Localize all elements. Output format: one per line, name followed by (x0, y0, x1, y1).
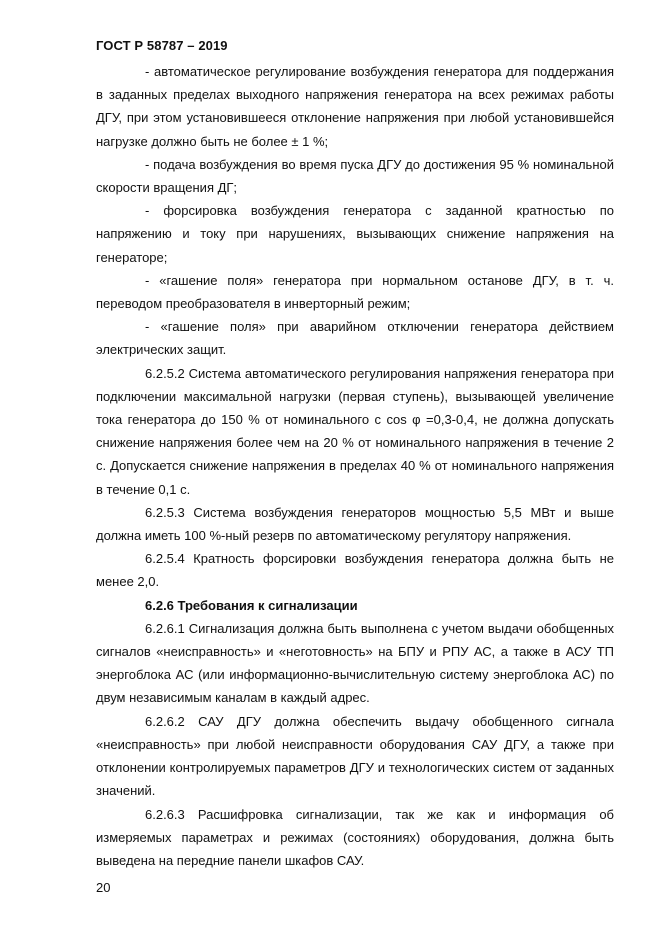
clause-6-2-6-1: 6.2.6.1 Сигнализация должна быть выполнена с учетом выдачи обобщенных сигналов «неисправность» и «неготовность» на БПУ и РПУ АС, а также в АСУ ТП энергоблока АС (или информационно-вычислительную систему энергоблока АС) по двум независимым каналам в каждый адрес. (96, 620, 614, 706)
list-item-excitation-start: - подача возбуждения во время пуска ДГУ до достижения 95 % номинальной скорости вращения ДГ; (96, 156, 614, 196)
clause-6-2-5-2: 6.2.5.2 Система автоматического регулирования напряжения генератора при подключении максимальной нагрузки (первая ступень), вызывающей увеличение тока генератора до 150 % от номинального с cos φ =0,3-0,4, не должна допускать снижение напряжения более чем на 20 % от номинального напряжения в течение 2 с. Допускается снижение напряжения в пределах 40 % от номинального напряжения в течение 0,1 с. (96, 365, 614, 497)
page-number: 20 (96, 880, 111, 895)
clause-6-2-6-2: 6.2.6.2 САУ ДГУ должна обеспечить выдачу обобщенного сигнала «неисправность» при любой неисправности оборудования САУ ДГУ, а также при отклонении контролируемых параметров ДГУ и технологических систем от заданных значений. (96, 713, 614, 799)
section-heading-6-2-6: 6.2.6 Требования к сигнализации (145, 597, 358, 613)
list-item-excitation-forcing: - форсировка возбуждения генератора с заданной кратностью по напряжению и току при нарушениях, вызывающих снижение напряжения на генераторе; (96, 203, 614, 265)
document-header: ГОСТ Р 58787 – 2019 (96, 38, 228, 53)
page-body (96, 60, 614, 872)
clause-6-2-6-3: 6.2.6.3 Расшифровка сигнализации, так же как и информация об измеряемых параметрах и режимах (состояниях) оборудования, должна быть выведена на передние панели шкафов САУ. (96, 806, 614, 868)
clause-6-2-5-4: 6.2.5.4 Кратность форсировки возбуждения генератора должна быть не менее 2,0. (96, 551, 614, 590)
list-item-field-suppression-normal: - «гашение поля» генератора при нормальном останове ДГУ, в т. ч. переводом преобразователя в инверторный режим; (96, 272, 614, 312)
list-item-field-suppression-emergency: - «гашение поля» при аварийном отключении генератора действием электрических защит. (96, 319, 614, 358)
list-item-voltage-regulation: - автоматическое регулирование возбуждения генератора для поддержания в заданных пределах выходного напряжения генератора на всех режимах работы ДГУ, при этом установившееся отклонение напряжения при любой установившейся нагрузке должно быть не более ± 1 %; (96, 64, 614, 149)
clause-6-2-5-3: 6.2.5.3 Система возбуждения генераторов мощностью 5,5 МВт и выше должна иметь 100 %-ный резерв по автоматическому регулятору напряжения. (96, 504, 614, 544)
